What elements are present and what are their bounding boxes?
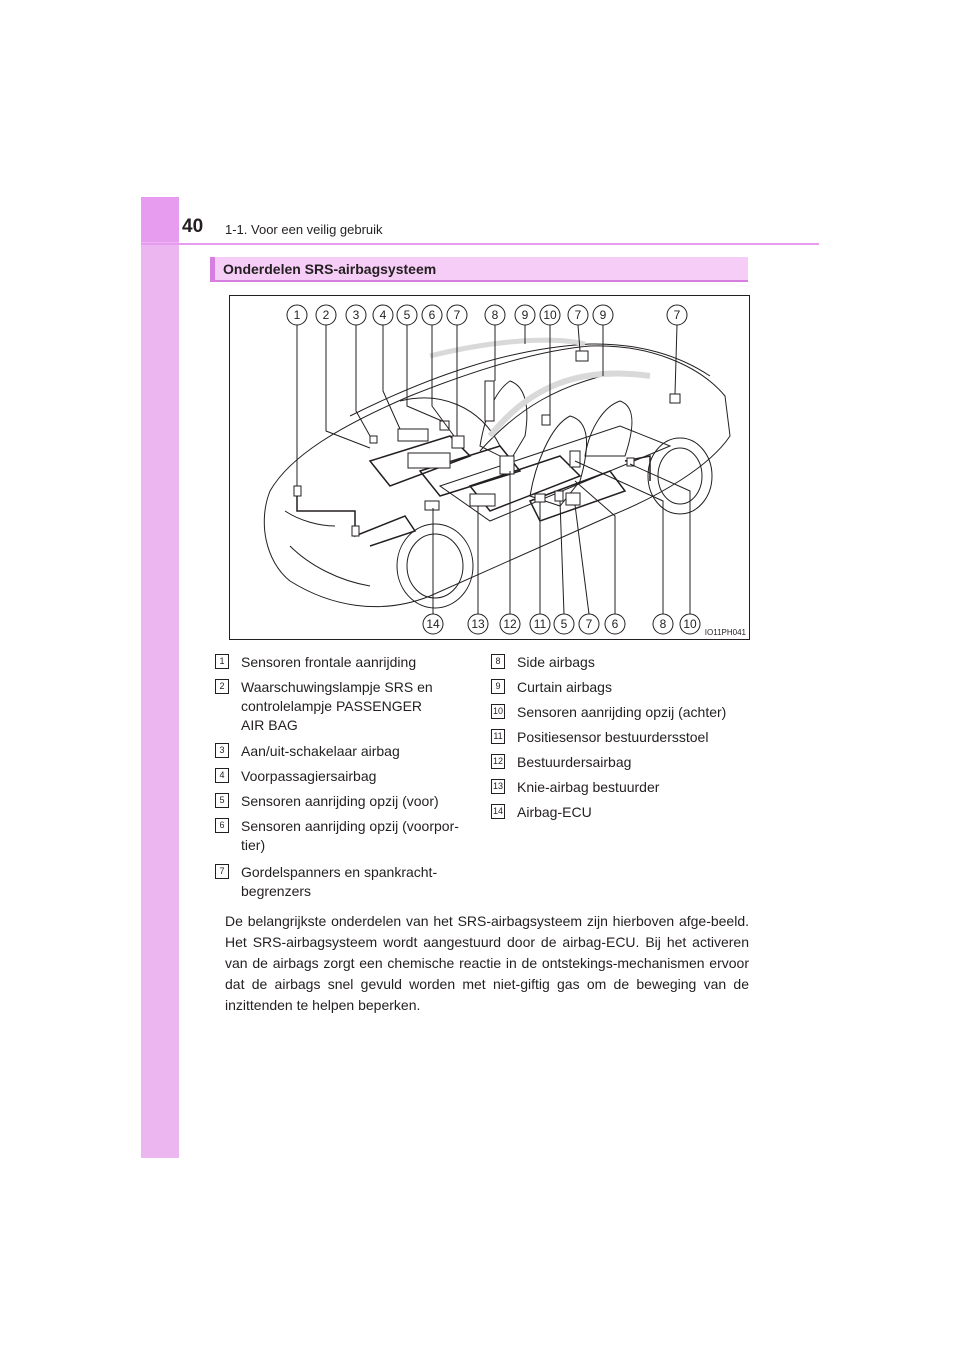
callout-label-14: 14 bbox=[426, 617, 440, 631]
callout-label-13: 13 bbox=[471, 617, 485, 631]
legend-text: Sensoren aanrijding opzij (voorpor- tier) bbox=[241, 818, 459, 853]
callout-label-5: 5 bbox=[403, 308, 411, 322]
car-airbag-diagram bbox=[230, 296, 749, 639]
callout-label-8: 8 bbox=[491, 308, 499, 322]
callout-label-8: 8 bbox=[659, 617, 667, 631]
legend-text: Side airbags bbox=[517, 654, 595, 670]
leader-lines bbox=[297, 325, 690, 614]
legend-number-badge: 4 bbox=[215, 768, 229, 783]
callout-label-5: 5 bbox=[560, 617, 568, 631]
callout-label-10: 10 bbox=[543, 308, 557, 322]
legend-text: Waarschuwingslampje SRS en controlelampje PASSENGER AIR BAG bbox=[241, 679, 433, 733]
callout-label-9: 9 bbox=[599, 308, 607, 322]
airbag-wiring bbox=[297, 436, 650, 546]
legend-number-badge: 1 bbox=[215, 654, 229, 669]
legend-number-badge: 3 bbox=[215, 743, 229, 758]
legend-text: Voorpassagiersairbag bbox=[241, 768, 377, 784]
callout-label-6: 6 bbox=[428, 308, 436, 322]
legend-number-badge: 13 bbox=[491, 779, 505, 794]
top-callout-group bbox=[287, 305, 687, 325]
car-outline bbox=[264, 344, 730, 608]
legend-number-badge: 9 bbox=[491, 679, 505, 694]
legend-text: Sensoren aanrijding opzij (voor) bbox=[241, 793, 439, 809]
figure-code: IO11PH041 bbox=[704, 628, 746, 637]
page-side-tab-header bbox=[141, 197, 179, 242]
legend-number-badge: 5 bbox=[215, 793, 229, 808]
legend-number-badge: 12 bbox=[491, 754, 505, 769]
callout-label-7: 7 bbox=[585, 617, 593, 631]
callout-label-11: 11 bbox=[533, 617, 547, 631]
legend-text: Aan/uit-schakelaar airbag bbox=[241, 743, 400, 759]
legend-text: Positiesensor bestuurdersstoel bbox=[517, 729, 709, 745]
legend-number-badge: 6 bbox=[215, 818, 229, 833]
callout-label-7: 7 bbox=[673, 308, 681, 322]
running-head: 1-1. Voor een veilig gebruik bbox=[225, 222, 383, 237]
legend-number-badge: 10 bbox=[491, 704, 505, 719]
legend-text: Curtain airbags bbox=[517, 679, 612, 695]
legend-text: Sensoren aanrijding opzij (achter) bbox=[517, 704, 727, 720]
body-paragraph: De belangrijkste onderdelen van het SRS-airbagsysteem zijn hierboven afge-beeld. Het SRS-airbagsysteem wordt aangestuurd door de airbag-ECU. Bij het activeren van de airbags zorgt een chemische reactie in de ontstekings-mechanismen ervoor dat de airbags snel gevuld worden met niet-giftig gas om de beweging van de inzittenden te helpen beperken. bbox=[225, 913, 749, 1013]
legend-number-badge: 11 bbox=[491, 729, 505, 744]
callout-label-2: 2 bbox=[322, 308, 330, 322]
section-title: Onderdelen SRS-airbagsysteem bbox=[223, 261, 437, 277]
page-side-tab bbox=[141, 197, 179, 1158]
legend-text: Knie-airbag bestuurder bbox=[517, 779, 660, 795]
page-number: 40 bbox=[182, 216, 204, 237]
airbag-system-figure bbox=[229, 295, 750, 640]
callout-label-1: 1 bbox=[293, 308, 301, 322]
callout-label-7: 7 bbox=[574, 308, 582, 322]
legend-text: Sensoren frontale aanrijding bbox=[241, 654, 417, 670]
bottom-callout-group bbox=[423, 614, 700, 634]
legend-text: Gordelspanners en spankracht- begrenzers bbox=[241, 864, 438, 899]
legend-number-badge: 7 bbox=[215, 864, 229, 879]
section-heading-bar bbox=[210, 257, 748, 282]
legend-number-badge: 14 bbox=[491, 804, 505, 819]
legend-number-badge: 8 bbox=[491, 654, 505, 669]
callout-label-10: 10 bbox=[683, 617, 697, 631]
callout-label-12: 12 bbox=[503, 617, 517, 631]
callout-label-9: 9 bbox=[521, 308, 529, 322]
callout-label-3: 3 bbox=[352, 308, 360, 322]
callout-label-6: 6 bbox=[611, 617, 619, 631]
callout-label-4: 4 bbox=[379, 308, 387, 322]
legend-number-badge: 2 bbox=[215, 679, 229, 694]
header-rule bbox=[141, 243, 819, 245]
legend-text: Airbag-ECU bbox=[517, 804, 592, 820]
legend-text: Bestuurdersairbag bbox=[517, 754, 632, 770]
callout-label-7: 7 bbox=[453, 308, 461, 322]
